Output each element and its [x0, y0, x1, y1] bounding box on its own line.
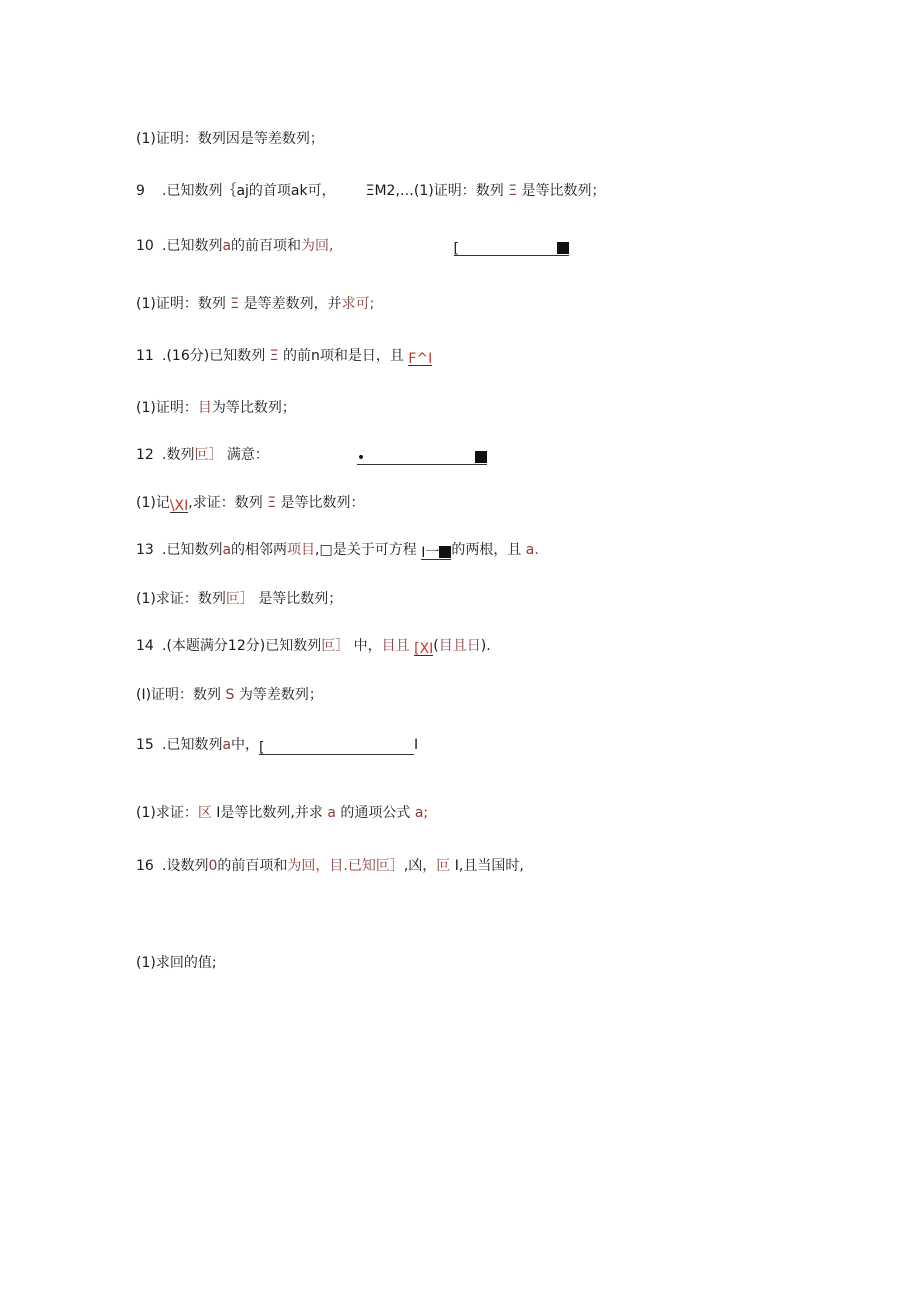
dot: •	[356, 450, 366, 466]
text: 为等差数列；	[238, 687, 323, 703]
question-8-part-1	[136, 129, 324, 149]
math-formula: \XI	[169, 498, 189, 514]
math-symbol: a	[327, 805, 336, 821]
math-symbol: Ξ	[269, 348, 279, 364]
question-12-part-1	[136, 493, 365, 513]
text: 的前百项和	[231, 238, 302, 254]
math-symbol: a.	[525, 542, 539, 558]
text: (1)求证：数列	[136, 591, 226, 607]
math-symbol: 叵	[436, 858, 451, 874]
math-symbol: Ξ	[267, 495, 277, 511]
question-14-part-1	[136, 685, 323, 705]
question-15	[136, 735, 418, 755]
text: .已知数列	[162, 542, 223, 558]
math-symbol: 为回，目.已知叵］	[287, 858, 404, 874]
text: .设数列	[162, 858, 209, 874]
question-number: 10	[136, 238, 154, 254]
question-number: 15	[136, 737, 154, 753]
math-formula: [XI	[414, 641, 434, 657]
math-symbol: 目	[197, 400, 212, 416]
math-symbol: 项目	[287, 542, 316, 558]
formula-block-icon	[439, 546, 451, 558]
question-number: 16	[136, 858, 154, 874]
math-symbol: 目且	[381, 638, 410, 654]
formula-blank	[357, 448, 487, 465]
math-symbol: a	[222, 542, 232, 558]
question-15-part-1	[136, 803, 428, 823]
question-11-part-1	[136, 398, 296, 418]
question-number: 14	[136, 638, 154, 654]
text: I是等比数列,并求	[216, 805, 323, 821]
math-symbol: Ξ	[230, 296, 240, 312]
text: .已知数列	[162, 737, 223, 753]
text: .已知数列｛aj的首项ak可，	[162, 183, 336, 199]
math-symbol: a	[222, 238, 232, 254]
math-symbol: a	[222, 737, 232, 753]
text: .数列	[162, 447, 195, 463]
text: (1)证明：数列因是等差数列；	[136, 131, 324, 147]
text: 的通项公式	[340, 805, 411, 821]
text: 中，	[353, 638, 382, 654]
formula-blank	[259, 738, 414, 755]
math-symbol: Ξ	[508, 183, 518, 199]
math-symbol: 叵］	[194, 447, 223, 463]
question-number: 11	[136, 348, 154, 364]
text: ,凶，	[403, 858, 437, 874]
question-16-part-1	[136, 953, 217, 973]
question-10-part-1	[136, 294, 374, 314]
question-13-part-1	[136, 589, 342, 609]
question-9	[136, 181, 606, 201]
question-10	[136, 236, 569, 256]
text: ,□是关于可方程	[315, 542, 417, 558]
math-formula	[421, 543, 451, 560]
math-symbol: S	[225, 687, 235, 703]
question-13	[136, 540, 539, 560]
text: (1)证明：数列	[136, 296, 226, 312]
text: (1)求证：	[136, 805, 198, 821]
text: (1)证明：	[136, 400, 198, 416]
formula-block-icon	[557, 242, 569, 254]
text: (1)求回的值;	[136, 955, 217, 971]
math-formula: F^I	[408, 351, 433, 367]
formula-block-icon	[475, 451, 487, 463]
formula-blank	[454, 239, 569, 256]
text: 的前百项和	[217, 858, 288, 874]
text: 是等比数列：	[280, 495, 365, 511]
math-symbol: 区	[197, 805, 212, 821]
question-16	[136, 856, 524, 876]
math-symbol: 求可;	[341, 296, 375, 312]
math-symbol: 为回,	[301, 238, 334, 254]
question-number: 9	[136, 183, 145, 199]
text: ).	[480, 638, 491, 654]
text: I	[414, 737, 419, 753]
math-symbol: 0	[208, 858, 218, 874]
question-11	[136, 346, 432, 366]
text: .(16分)已知数列	[162, 348, 266, 364]
text: .(本题满分12分)已知数列	[162, 638, 322, 654]
math-symbol: 叵］	[321, 638, 350, 654]
text: 的相邻两	[231, 542, 288, 558]
text: (I)证明：数列	[136, 687, 222, 703]
text: 中，	[231, 737, 260, 753]
text: ΞM2,…(1)证明：数列	[365, 183, 504, 199]
formula-text: I一	[421, 545, 440, 561]
text: 的前n项和是日，且	[282, 348, 404, 364]
math-symbol: 目且日	[438, 638, 481, 654]
question-12	[136, 445, 487, 465]
text: 是等比数列；	[521, 183, 606, 199]
text: I,且当国时,	[454, 858, 524, 874]
question-number: 12	[136, 447, 154, 463]
text: (	[433, 638, 439, 654]
question-14	[136, 636, 491, 656]
text: ,求证：数列	[188, 495, 263, 511]
bracket: [	[259, 740, 265, 756]
text: .已知数列	[162, 238, 223, 254]
math-symbol: a;	[414, 805, 429, 821]
text: (1)记	[136, 495, 170, 511]
text: 是等差数列，并	[243, 296, 342, 312]
bracket: [	[453, 241, 459, 257]
text: 是等比数列；	[258, 591, 343, 607]
text: 满意：	[226, 447, 269, 463]
question-number: 13	[136, 542, 154, 558]
math-symbol: 叵］	[225, 591, 254, 607]
text: 为等比数列；	[211, 400, 296, 416]
text: 的两根，且	[451, 542, 522, 558]
